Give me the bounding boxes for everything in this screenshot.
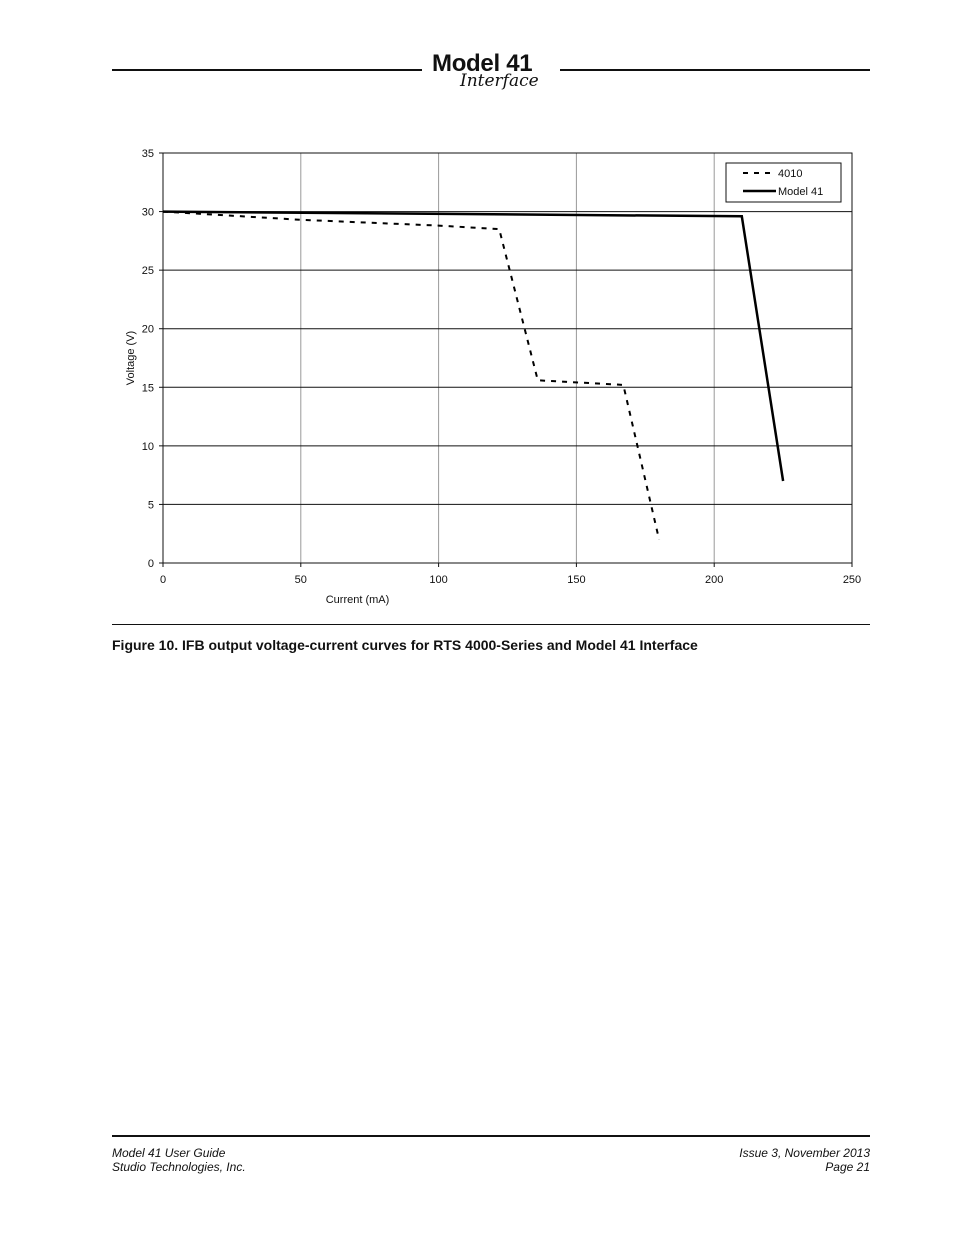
series-line-4010 (163, 212, 659, 540)
y-tick-label: 25 (141, 265, 154, 278)
y-tick-label: 0 (147, 558, 154, 570)
legend-label: 4010 (778, 168, 803, 180)
footer-left (112, 1146, 246, 1174)
x-tick-label: 50 (294, 574, 307, 586)
figure-caption: Figure 10. IFB output voltage-current curves for RTS 4000-Series and Model 41 Interface (112, 637, 698, 653)
legend-label: Model 41 (778, 186, 824, 198)
x-tick-label: 200 (705, 574, 724, 586)
y-tick-label: 15 (141, 382, 154, 395)
y-tick-label: 20 (141, 323, 154, 336)
y-axis-label: Voltage (V) (125, 330, 137, 386)
series-line-model-41 (163, 212, 783, 481)
footer-right (739, 1146, 870, 1174)
figure-rule (112, 624, 870, 625)
x-axis-label: Current (mA) (325, 594, 390, 606)
footer-rule (112, 1135, 870, 1137)
y-tick-label: 35 (141, 148, 154, 160)
x-tick-label: 0 (159, 574, 167, 586)
y-tick-label: 5 (147, 499, 154, 512)
footer-company: Studio Technologies, Inc. (112, 1160, 246, 1174)
brand-logo-subtitle: Interface (460, 71, 539, 91)
brand-logo-title: Model 41 (432, 50, 533, 77)
y-tick-label: 30 (141, 206, 154, 219)
y-tick-label: 10 (141, 440, 154, 453)
x-tick-label: 250 (842, 574, 862, 586)
x-tick-label: 100 (429, 574, 448, 586)
footer-guide-name: Model 41 User Guide (112, 1146, 226, 1160)
footer-issue: Issue 3, November 2013 (739, 1146, 870, 1160)
x-tick-label: 150 (567, 574, 586, 586)
footer-page-number: Page 21 (825, 1160, 870, 1174)
